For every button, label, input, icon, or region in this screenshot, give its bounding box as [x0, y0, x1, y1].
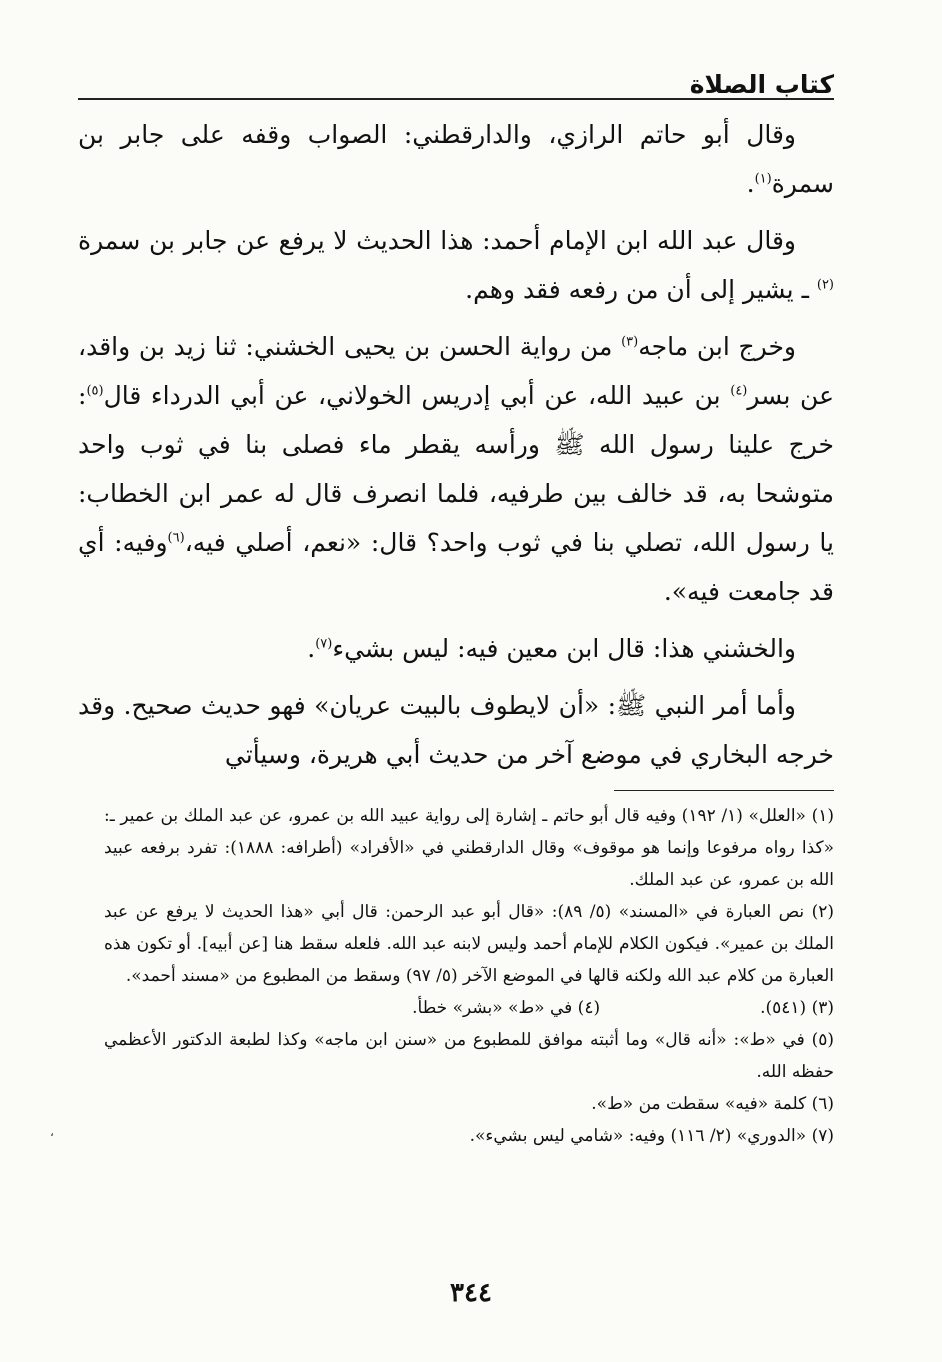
footnote-7: (٧) «الدوري» (٢/ ١١٦) وفيه: «شامي ليس بشيء». — [469, 1126, 834, 1146]
footnote-4: (٤) في «ط» «بشر» خطأ. — [412, 998, 601, 1018]
main-text — [78, 110, 834, 787]
footnote-ref-4[interactable]: (٤) — [730, 383, 748, 399]
paragraph-5 — [78, 681, 834, 779]
header-rule — [78, 98, 834, 100]
footnote-ref-1[interactable]: (١) — [754, 171, 772, 187]
footnote-2: (٢) نص العبارة في «المسند» (٥/ ٨٩): «قال أبو عبد الرحمن: قال أبي «هذا الحديث لا يرفع عن عبد الملك بن عمير». فيكون الكلام للإمام أحمد وليس لابنه عبد الله. فلعله سقط هنا [عن أبيه]. أو تكون هذه العبارة من كلام عبد الله ولكنه قالها في الموضع الآخر (٥/ ٩٧) وسقط من المطبوع من «مسند أحمد». — [104, 902, 835, 986]
footnote-5: (٥) في «ط»: «أنه قال» وما أثبته موافق للمطبوع من «سنن ابن ماجه» وكذا لطبعة الدكتور الأعظمي حفظه الله. — [104, 1030, 834, 1082]
paragraph-3-part-a: وخرج ابن ماجه — [638, 332, 796, 361]
paragraph-3-part-b: من رواية الحسن بن يحيى الخشني: ثنا زيد بن واقد، عن بسر — [78, 332, 834, 410]
footnote-6: (٦) كلمة «فيه» سقطت من «ط». — [591, 1094, 834, 1114]
paragraph-1 — [78, 110, 834, 208]
footnote-1: (١) «العلل» (١/ ١٩٢) وفيه قال أبو حاتم ـ إشارة إلى رواية عبيد الله بن عمرو، عن عبد الملك بن عمير ـ: «كذا رواه مرفوعا وإنما هو موقوف» وقال الدارقطني في «الأفراد» (أطرافه: ١٨٨٨): تفرد برفعه عبيد الله بن عمرو، عن عبد الملك. — [104, 806, 835, 890]
footnote-ref-2[interactable]: (٢) — [816, 277, 834, 293]
paragraph-2 — [78, 216, 834, 314]
paragraph-4-text: والخشني هذا: قال ابن معين فيه: ليس بشيء — [332, 634, 796, 663]
paragraph-4-end: . — [307, 634, 316, 663]
footnote-3: (٣) (٥٤١). — [760, 998, 834, 1018]
footnote-row-3-4 — [104, 992, 834, 1024]
paragraph-3-part-c: بن عبيد الله، عن أبي إدريس الخولاني، عن أبي الدرداء قال — [103, 381, 721, 410]
page-number: ٣٤٤ — [450, 1278, 492, 1308]
paragraph-2-text: وقال عبد الله ابن الإمام أحمد: هذا الحديث لا يرفع عن جابر بن سمرة — [78, 226, 796, 255]
footnote-separator — [614, 790, 834, 791]
footnote-ref-5[interactable]: (٥) — [86, 383, 104, 399]
footnote-ref-7[interactable]: (٧) — [315, 636, 333, 652]
paragraph-5-text: وأما أمر النبي ﷺ: «أن لايطوف بالبيت عريان» فهو حديث صحيح. وقد خرجه البخاري في موضع آخر من حديث أبي هريرة، وسيأتي — [78, 691, 834, 769]
paragraph-3 — [78, 322, 834, 616]
footnote-ref-6[interactable]: (٦) — [167, 530, 185, 546]
running-header-title: كتاب الصلاة — [689, 70, 834, 99]
paragraph-2-end: ـ يشير إلى أن من رفعه فقد وهم. — [465, 275, 809, 304]
paragraph-4 — [78, 624, 834, 673]
footnote-ref-3[interactable]: (٣) — [621, 334, 639, 350]
paragraph-3-part-e: وفيه: أي قد جامعت فيه». — [78, 528, 834, 606]
paragraph-3-part-d: : خرج علينا رسول الله ﷺ ورأسه يقطر ماء فصلى بنا في ثوب واحد متوشحا به، قد خالف بين طرفيه، فلما انصرف قال له عمر ابن الخطاب: يا رسول الله، تصلي بنا في ثوب واحد؟ قال: «نعم، أصلي فيه، — [78, 381, 834, 557]
footnotes — [104, 800, 834, 1152]
paragraph-1-end: . — [746, 169, 755, 198]
paragraph-1-text: وقال أبو حاتم الرازي، والدارقطني: الصواب وقفه على جابر بن سمرة — [78, 120, 834, 198]
margin-mark: ، — [50, 1125, 54, 1139]
